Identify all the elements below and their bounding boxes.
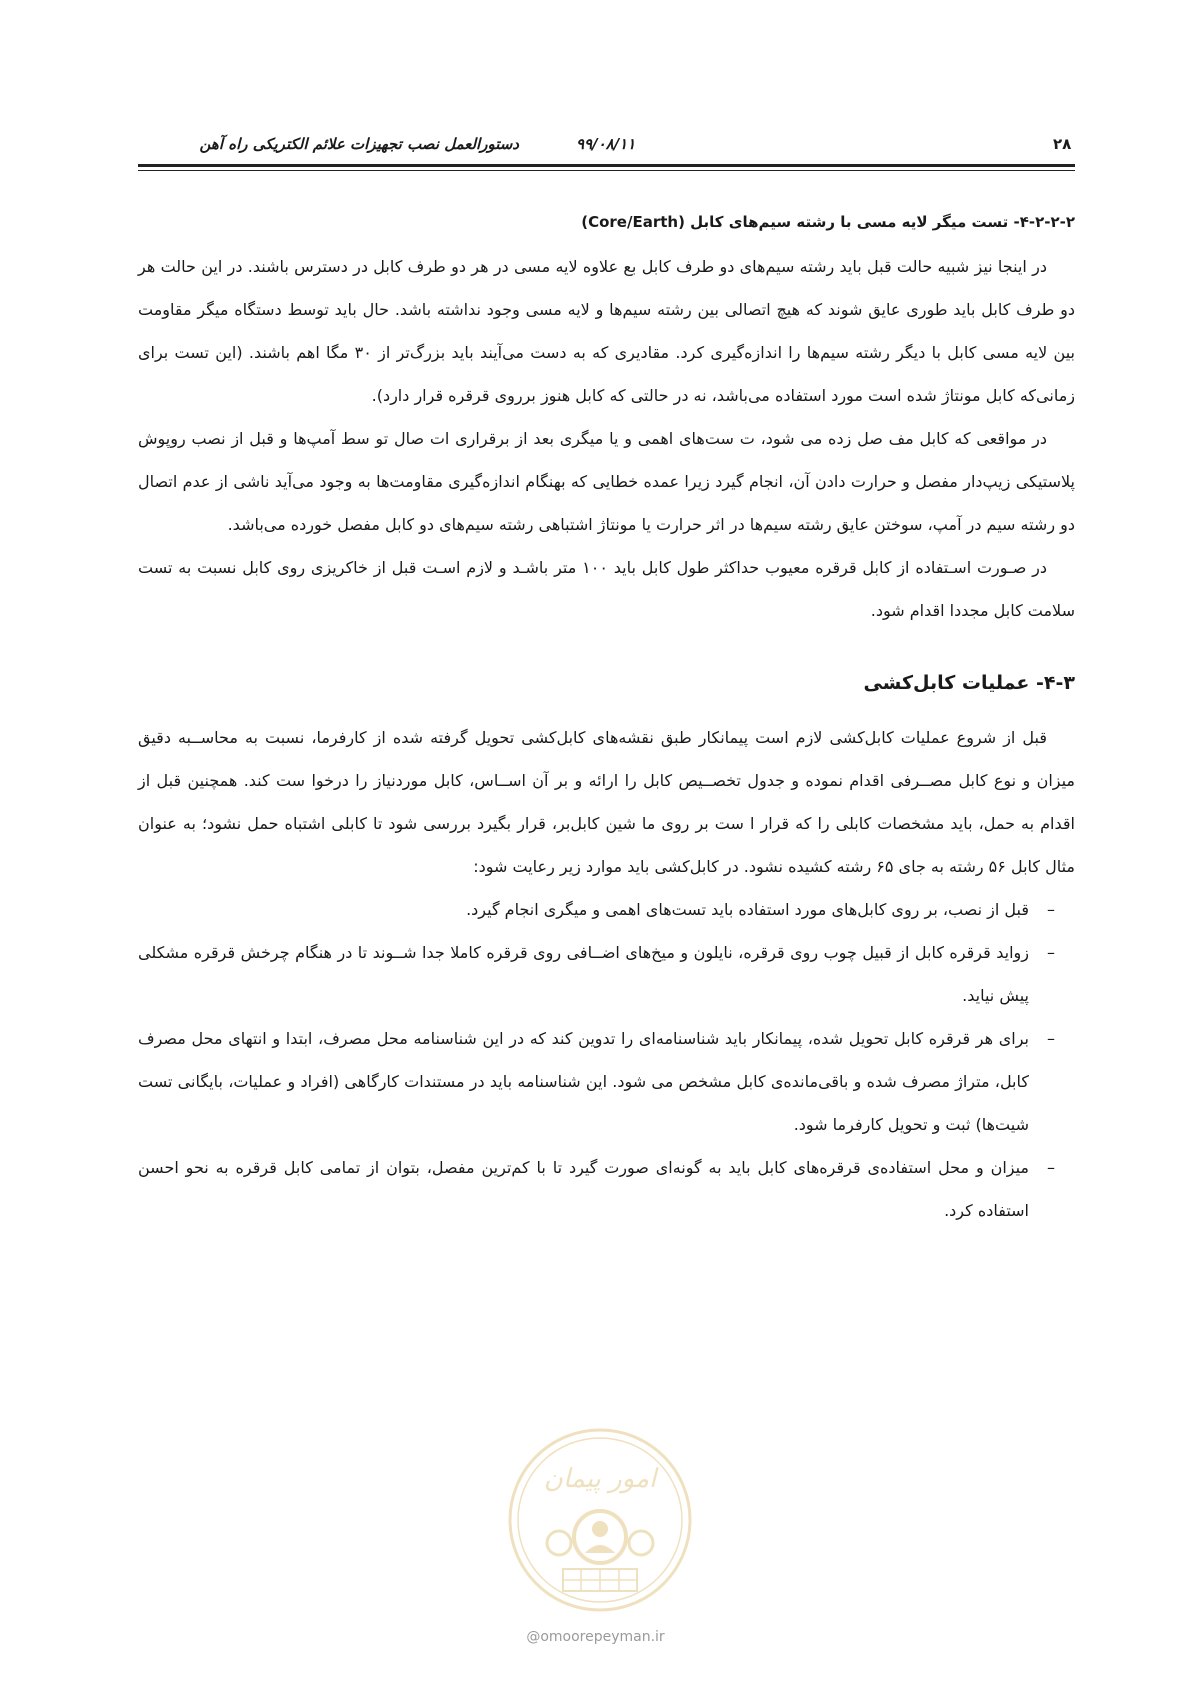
list-item-text: قبل از نصب، بر روی کابل‌های مورد استفاده باید تست‌های اهمی و میگری انجام گیرد. [466,900,1029,919]
watermark-seal-icon [505,1425,695,1615]
watermark-url: @omoorepeyman.ir [526,1629,665,1645]
list-item [138,1146,1055,1232]
watermark-logo-text: امور پیمان [543,1464,657,1494]
bullet-dash: – [1047,943,1055,962]
list-item-text: میزان و محل استفاده‌ی قرقره‌های کابل باید به گونه‌ای صورت گیرد تا با کم‌ترین مفصل، بتوان از تمامی کابل قرقره به نحو احسن استفاده کرد. [138,1158,1029,1220]
list-item [138,888,1055,931]
list-item [138,931,1055,1017]
running-header-date: ۹۹/۰۸/۱۱ [576,135,636,153]
list-item [138,1017,1055,1146]
header-rule-thin [138,170,1075,171]
paragraph: در مواقعی که کابل مف صل زده می شود، ت ست‌های اهمی و یا میگری بعد از برقراری ات صال تو سط آمپ‌ها و قبل از نصب روپوش پلاستیکی زیپ‌دار مفصل و حرارت دادن آن، انجام گیرد زیرا عمده خطایی که بهنگام اندازه‌گیری مقاومت‌ها به وجود می‌آید ناشی از عدم اتصال دو رشته سیم در آمپ، سوختن عایق رشته سیم‌ها در اثر حرارت یا مونتاژ اشتباهی رشته سیم‌های دو کابل مفصل خورده می‌باشد. [138,429,1075,534]
page-content [138,208,1075,1232]
requirements-list [138,888,1075,1232]
paragraph: در اینجا نیز شبیه حالت قبل باید رشته سیم‌های دو طرف کابل بع علاوه لایه مسی در هر دو طرف کابل در دسترس باشند. در این حالت هر دو طرف کابل باید طوری عایق شوند که هیچ اتصالی بین رشته سیم‌ها و لایه مسی وجود نداشته باشد. حال باید توسط دستگاه میگر مقاومت بین لایه مسی کابل با دیگر رشته سیم‌ها را اندازه‌گیری کرد. مقادیری که به دست می‌آیند باید بزرگ‌تر از ۳۰ مگا اهم باشند. (این تست برای زمانی‌که کابل مونتاژ شده است مورد استفاده می‌باشد، نه در حالتی که کابل هنوز برروی قرقره قرار دارد). [138,257,1075,405]
running-header-title: دستورالعمل نصب تجهیزات علائم الکتریکی راه آهن [199,135,519,153]
list-item-text: زواید قرقره کابل از قبیل چوب روی قرقره، نایلون و میخ‌های اضــافی روی قرقره کاملا جدا شــوند تا در هنگام چرخش قرقره مشکلی پیش نیاید. [138,943,1029,1005]
paragraph: قبل از شروع عملیات کابل‌کشی لازم است پیمانکار طبق نقشه‌های کابل‌کشی تحویل گرفته شده از کارفرما، نسبت به محاســبه دقیق میزان و نوع کابل مصــرفی اقدام نموده و جدول تخصــیص کابل را ارائه و بر آن اســاس، کابل موردنیاز را درخوا ست کند. همچنین قبل از اقدام به حمل، باید مشخصات کابلی را که قرار ا ست بر روی ما شین کابل‌بر، قرار بگیرد بررسی شود تا کابلی اشتباه حمل نشود؛ به عنوان مثال کابل ۵۶ رشته به جای ۶۵ رشته کشیده نشود. در کابل‌کشی باید موارد زیر رعایت شود: [138,728,1075,876]
list-item-text: برای هر قرقره کابل تحویل شده، پیمانکار باید شناسنامه‌ای را تدوین کند که در این شناسنامه محل مصرف، ابتدا و انتهای محل مصرف کابل، متراژ مصرف شده و باقی‌مانده‌ی کابل مشخص می شود. این شناسنامه باید در مستندات کارگاهی (افراد و عملیات، بایگانی تست شیت‌ها) ثبت و تحویل کارفرما شود. [138,1029,1029,1134]
paragraph: در صـورت اسـتفاده از کابل قرقره معیوب حداکثر طول کابل باید ۱۰۰ متر باشـد و لازم اسـت قبل از خاکریزی روی کابل نسبت به تست سلامت کابل مجددا اقدام شود. [138,558,1075,620]
bullet-dash: – [1047,1029,1055,1048]
bullet-dash: – [1047,900,1055,919]
section-heading-4-3: ۴-۳- عملیات کابل‌کشی [863,672,1075,694]
header-rule-thick [138,164,1075,167]
bullet-dash: – [1047,1158,1055,1177]
section-heading-4-2-2-2: ۴-۲-۲-۲- تست میگر لایه مسی با رشته سیم‌های کابل (Core/Earth) [581,213,1075,231]
page-number: ۲۸ [1053,135,1072,153]
